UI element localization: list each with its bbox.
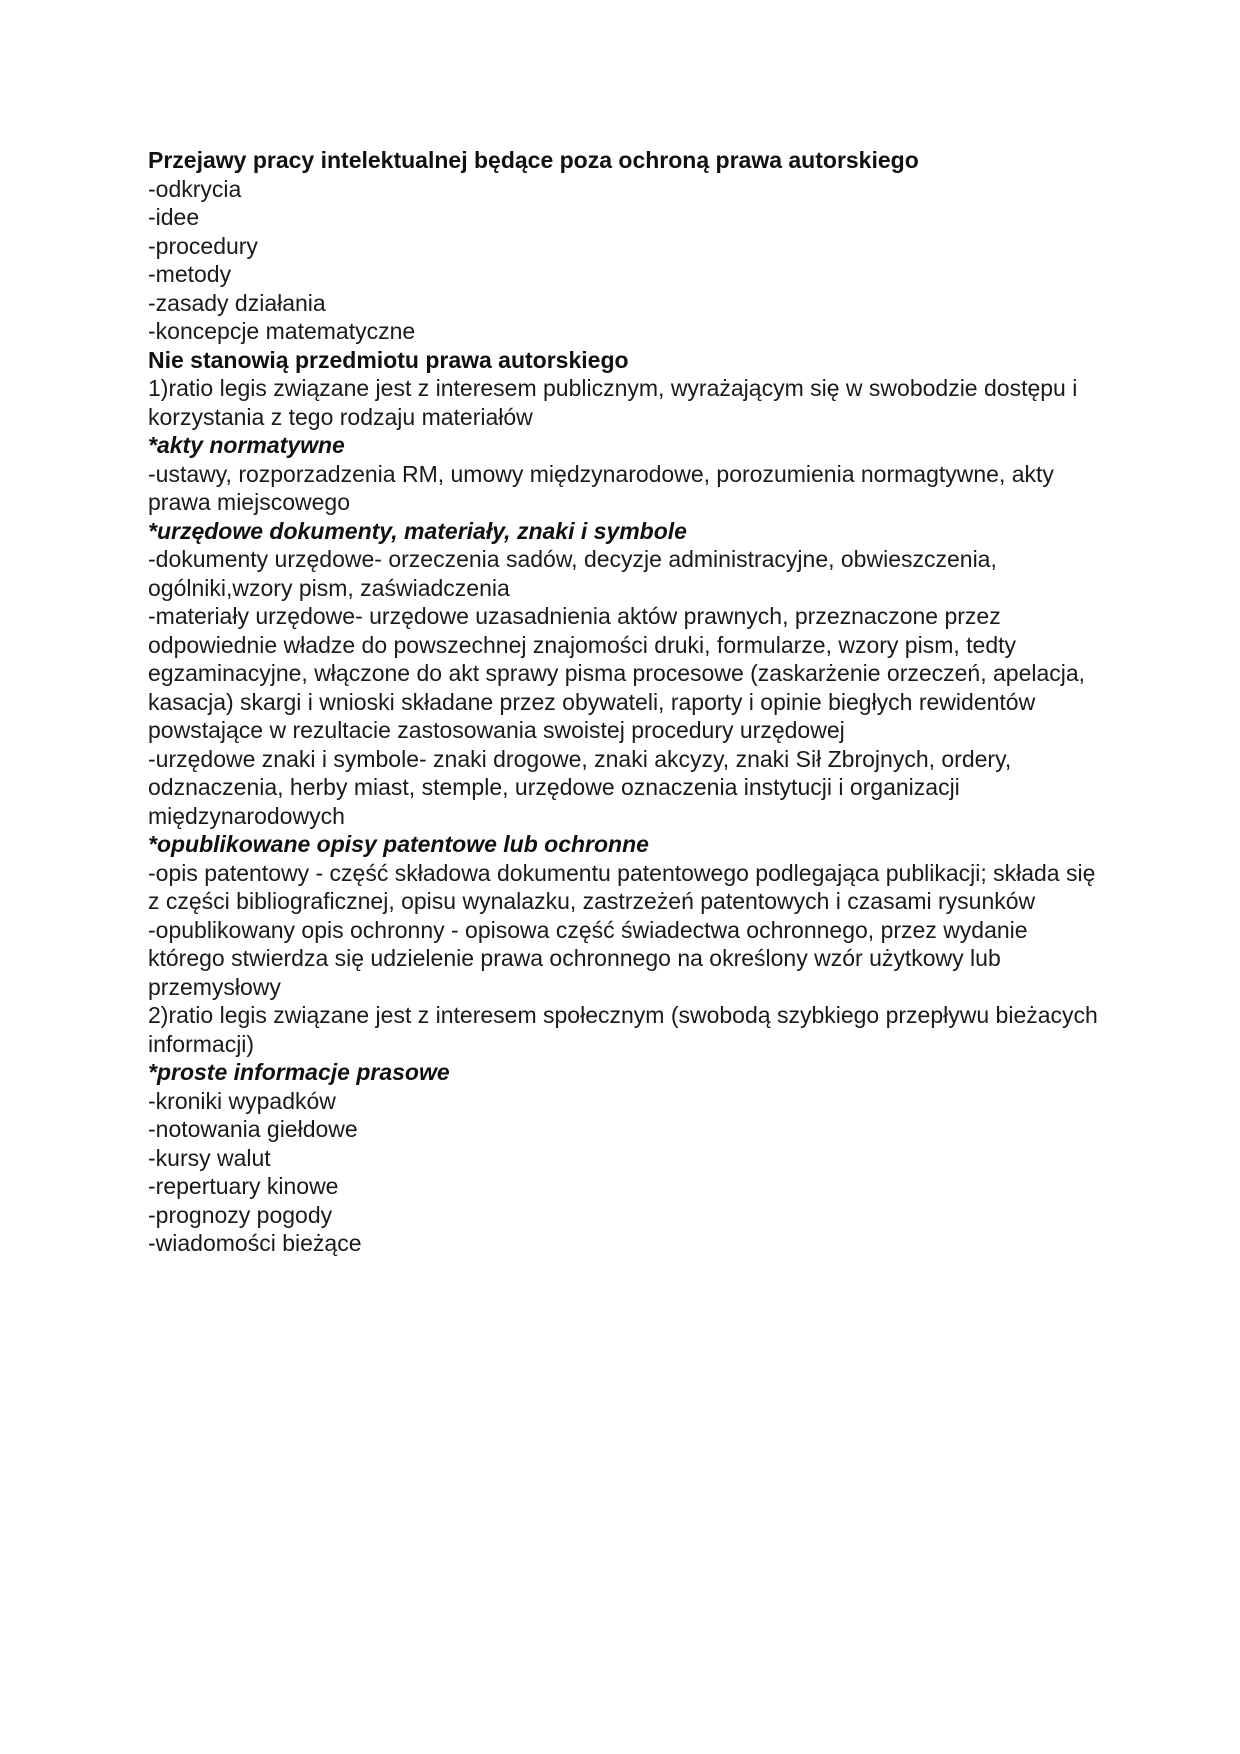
list-item: -procedury [148,232,258,259]
list-item: -metody [148,261,232,287]
list-item: -zasady działania [148,289,326,316]
paragraph: -urzędowe znaki i symbole- znaki drogowe, znaki akcyzy, znaki Sił Zbrojnych, ordery, odznaczenia, herby miast, stemple, urzędowe oznaczenia instytucji i organizacji międzynarodowych [148,745,1018,829]
list-item: -kursy walut [148,1144,271,1171]
subheading-press-information: *proste informacje prasowe [148,1059,450,1085]
subheading-patent-descriptions: *opublikowane opisy patentowe lub ochronne [148,831,649,857]
subheading-normative-acts: *akty normatywne [148,432,345,458]
list-item: -odkrycia [148,175,242,202]
list-item: -koncepcje matematyczne [148,318,416,344]
heading-not-subject: Nie stanowią przedmiotu prawa autorskiego [148,346,629,373]
paragraph: -opublikowany opis ochronny - opisowa część świadectwa ochronnego, przez wydanie którego stwierdza się udzielenie prawa ochronnego na określony wzór użytkowy lub przemysłowy [148,916,1034,1000]
list-item: -prognozy pogody [148,1201,333,1228]
paragraph: -dokumenty urzędowe- orzeczenia sadów, decyzje administracyjne, obwieszczenia, ogólniki,wzory pism, zaświadczenia [148,546,1004,601]
heading-not-protected: Przejawy pracy intelektualnej będące poza ochroną prawa autorskiego [148,147,919,173]
paragraph: -ustawy, rozporzadzenia RM, umowy międzynarodowe, porozumienia normagtywne, akty prawa miejscowego [148,460,1061,515]
subheading-official-documents: *urzędowe dokumenty, materiały, znaki i symbole [148,517,687,544]
list-item: -wiadomości bieżące [148,1230,362,1256]
paragraph: -opis patentowy - część składowa dokumentu patentowego podlegająca publikacji; składa się z części bibliograficznej, opisu wynalazku, zastrzeżeń patentowych i czasami rysunków [148,859,1102,914]
paragraph: -materiały urzędowe- urzędowe uzasadnienia aktów prawnych, przeznaczone przez odpowiednie władze do powszechnej znajomości druki, formularze, wzory pism, tedty egzaminacyjne, włączone do akt sprawy pisma procesowe (zaskarżenie orzeczeń, apelacja, kasacja) skargi i wnioski składane przez obywateli, raporty i opinie biegłych rewidentów powstające w rezultacie zastosowania swoistej procedury urzędowej [148,603,1092,743]
point-social-interest: 2)ratio legis związane jest z interesem społecznym (swobodą szybkiego przepływu bieżacych informacji) [148,1002,1105,1057]
list-item: -repertuary kinowe [148,1173,339,1199]
list-item: -notowania giełdowe [148,1116,358,1142]
list-item: -kroniki wypadków [148,1087,336,1114]
list-item: -idee [148,204,200,230]
document-body [148,146,1105,1258]
point-public-interest: 1)ratio legis związane jest z interesem publicznym, wyrażającym się w swobodzie dostępu i korzystania z tego rodzaju materiałów [148,375,1084,430]
